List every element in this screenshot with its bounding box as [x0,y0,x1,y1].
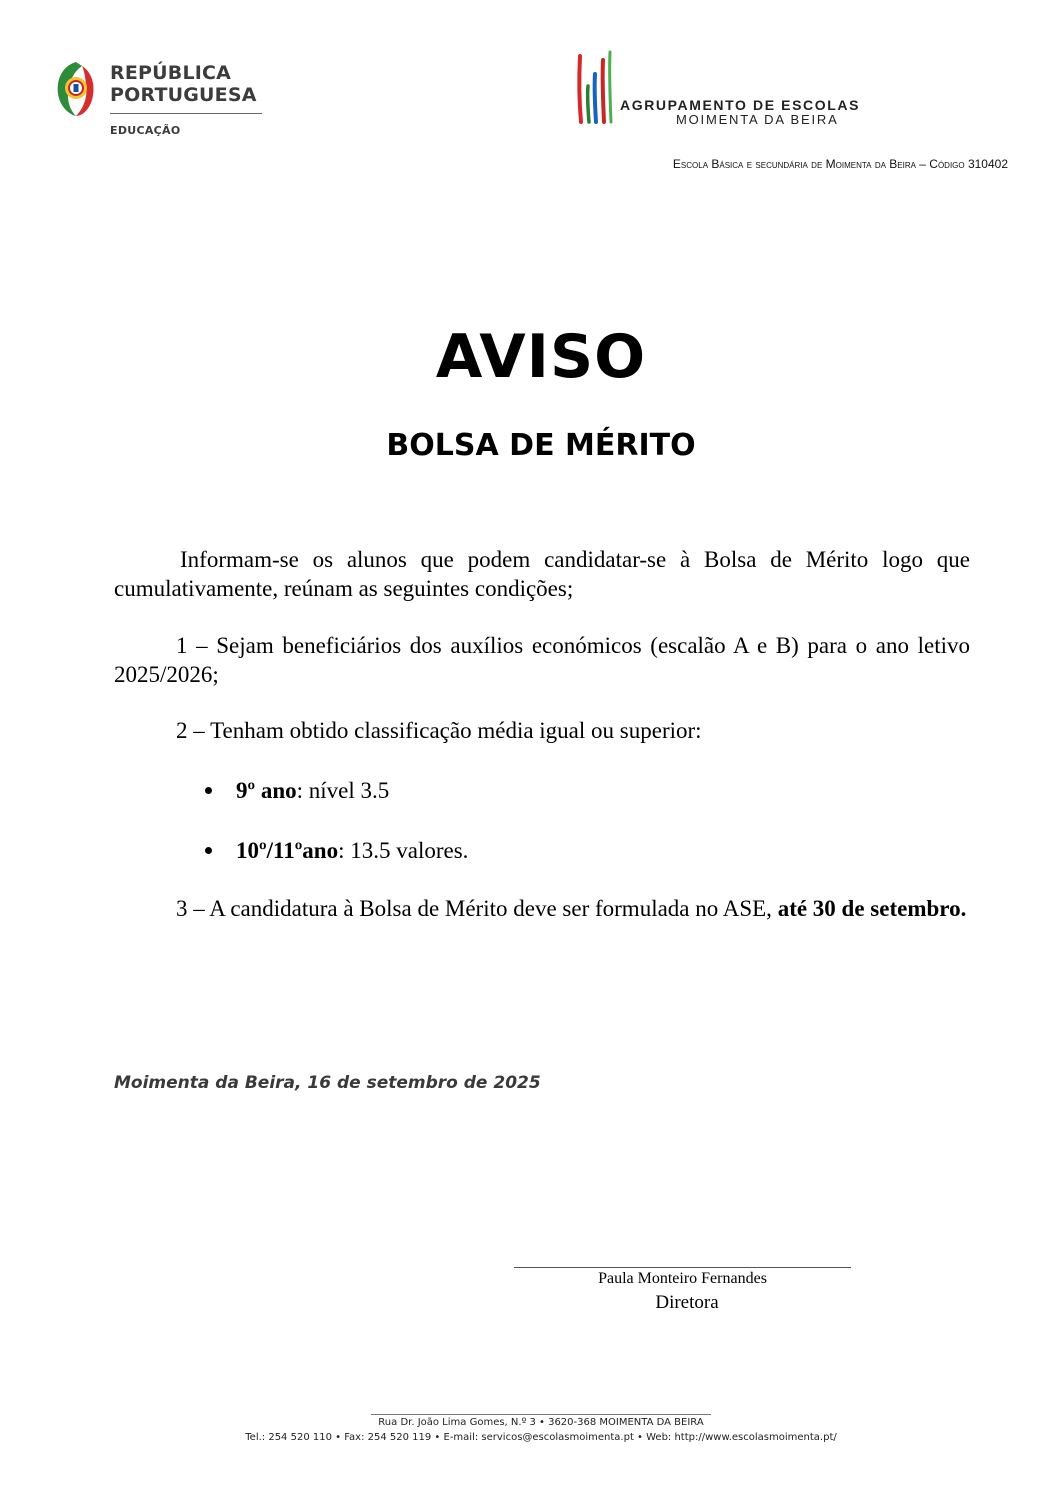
school-info-line: Escola Básica e secundária de Moimenta da Beira – Código 310402 [672,157,1008,171]
agrupamento-bars-icon [576,50,616,126]
list-item: 9º ano: nível 3.5 [205,776,389,805]
condition-1-paragraph: 1 – Sejam beneficiários dos auxílios económicos (escalão A e B) para o ano letivo 2025/2026; [114,633,970,687]
intro-paragraph: Informam-se os alunos que podem candidatar-se à Bolsa de Mérito logo que cumulativamente, reúnam as seguintes condições; [114,547,970,601]
page-subtitle: BOLSA DE MÉRITO [386,428,696,463]
logo-divider [110,113,262,114]
portugal-emblem-icon [54,60,98,118]
bullet-icon [205,847,212,854]
educacao-label: EDUCAÇÃO [110,124,181,137]
date-location: Moimenta da Beira, 16 de setembro de 2025 [114,1073,541,1093]
bullet-icon [205,787,212,794]
agrupamento-subtitle: MOIMENTA DA BEIRA [676,112,839,127]
signatory-role: Diretora [655,1292,719,1313]
signature-line [514,1267,851,1268]
condition-2-paragraph: 2 – Tenham obtido classificação média igual ou superior: [176,718,702,743]
list-item: 10º/11ºano: 13.5 valores. [205,836,468,865]
agrupamento-logo [576,50,986,130]
condition-3-paragraph: 3 – A candidatura à Bolsa de Mérito deve ser formulada no ASE, até 30 de setembro. [176,896,967,921]
footer-contacts: Tel.: 254 520 110 • Fax: 254 520 119 • E-mail: servicos@escolasmoimenta.pt • Web: http://www.escolasmoimenta.pt/ [245,1432,837,1443]
signatory-name: Paula Monteiro Fernandes [598,1270,767,1287]
footer-address: Rua Dr. João Lima Gomes, N.º 3 • 3620-368 MOIMENTA DA BEIRA [378,1417,704,1428]
page-title: AVISO [435,322,647,392]
agrupamento-title: AGRUPAMENTO DE ESCOLAS [620,97,861,113]
footer-divider [371,1414,711,1415]
republica-portuguesa-logo [54,58,284,144]
republica-portuguesa-text: REPÚBLICA PORTUGUESA [110,62,257,106]
